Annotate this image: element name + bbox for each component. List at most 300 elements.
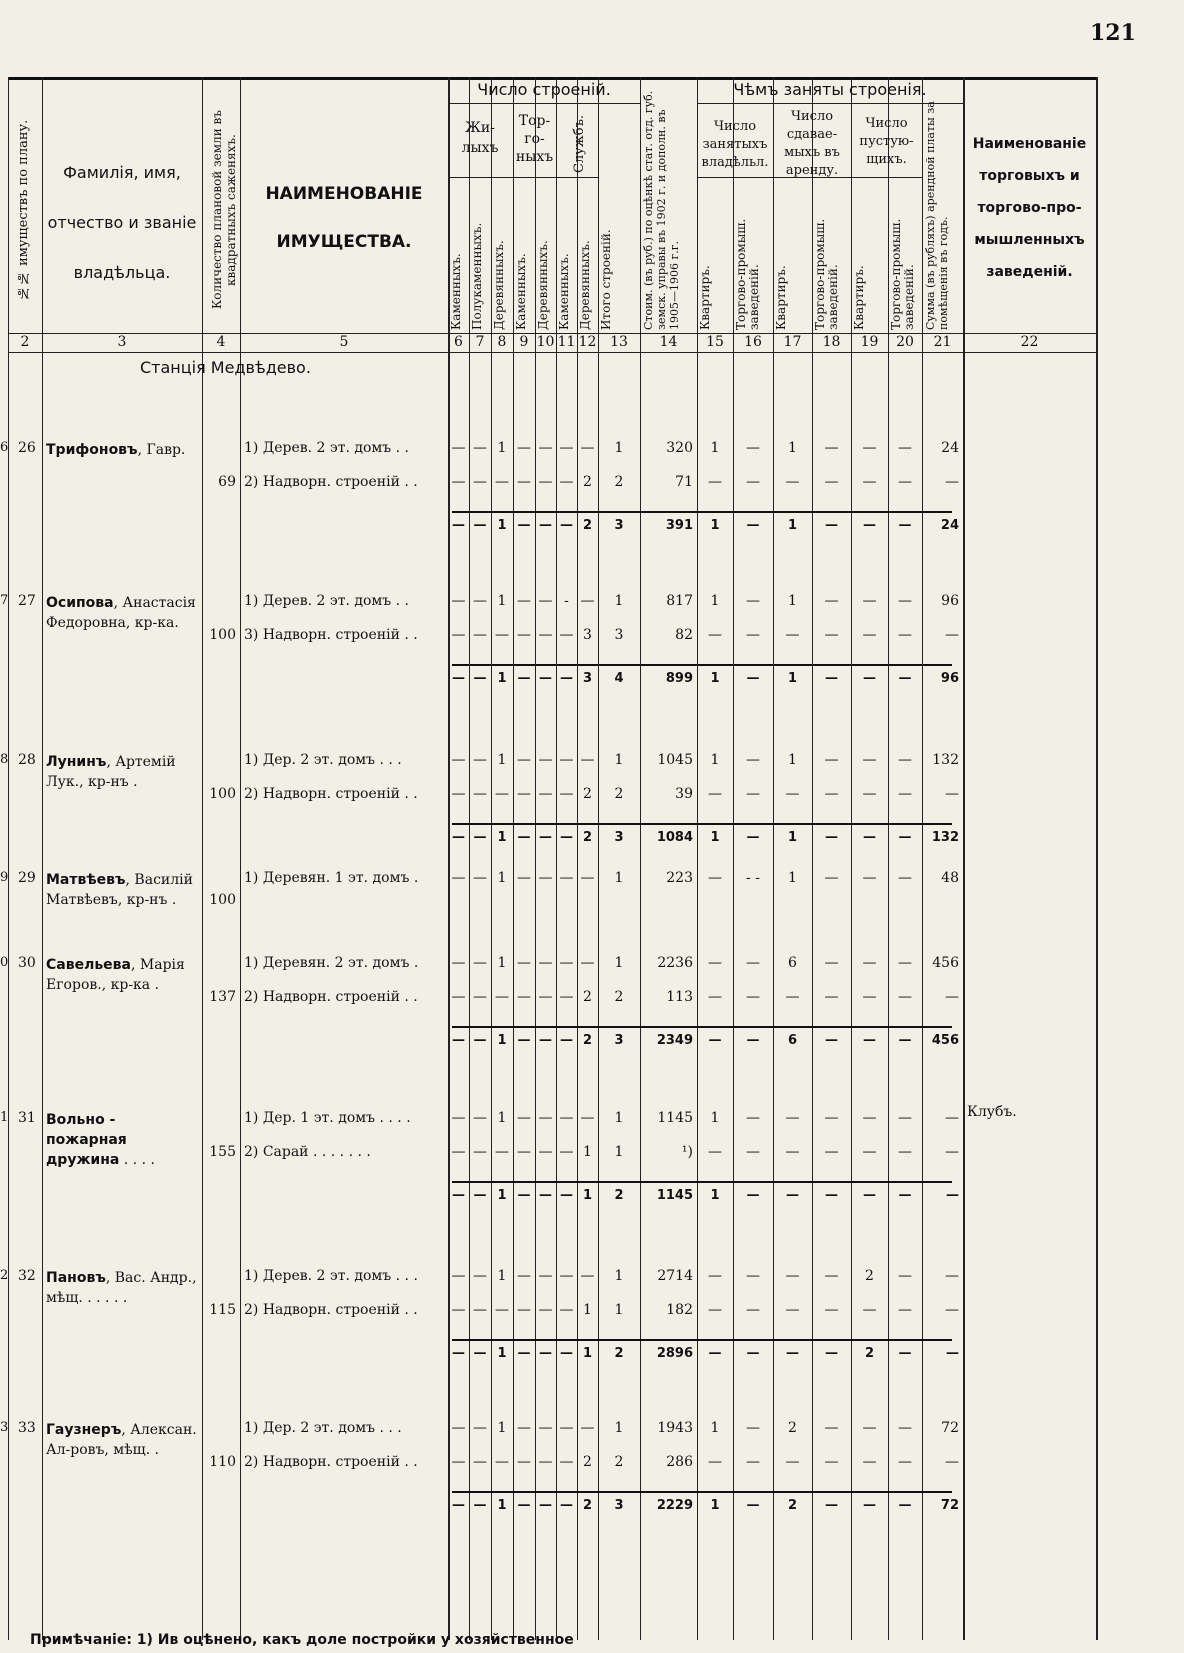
column-heading-col18: Торгово-промыш. заведеній. xyxy=(813,218,840,330)
value-cell: — xyxy=(862,1454,877,1470)
total-cell: — xyxy=(863,830,876,845)
value-cell: 1 xyxy=(497,955,507,971)
entry-plan-number: 32 xyxy=(18,1268,36,1284)
col-owner-heading: Фамилія, имя, отчество и званіе владѣльца. xyxy=(47,163,197,282)
column-number: 16 xyxy=(744,334,762,350)
value-cell: — xyxy=(898,1302,912,1318)
value-cell: — xyxy=(559,1268,574,1284)
value-cell: 1 xyxy=(710,1110,720,1126)
value-cell: — xyxy=(517,1110,531,1126)
value-cell: — xyxy=(559,1144,574,1160)
value-cell: — xyxy=(517,1420,531,1436)
value-cell: — xyxy=(746,1302,760,1318)
total-cell: 3 xyxy=(614,830,624,845)
value-cell: — xyxy=(708,1454,722,1470)
value-cell: — xyxy=(945,1302,959,1318)
total-cell: — xyxy=(825,830,838,845)
value-cell: 1943 xyxy=(657,1420,693,1436)
value-cell: 72 xyxy=(941,1420,959,1436)
value-cell: — xyxy=(473,627,487,643)
total-cell: 1 xyxy=(710,671,720,686)
entry-land-area: 100 xyxy=(209,892,236,908)
value-cell: — xyxy=(945,627,959,643)
entry-plan-number: 28 xyxy=(18,752,36,768)
column-rule xyxy=(8,77,9,1640)
value-cell: — xyxy=(495,989,509,1005)
col-property-heading: НАИМЕНОВАНІЕ ИМУЩЕСТВА. xyxy=(265,184,423,252)
column-heading-col14: Стоим. (въ руб.) по оцѣнкѣ стат. отд. губ. земск. управы въ 1902 г. и дополн. въ 1905—1906 г.г. xyxy=(642,90,681,330)
total-cell: — xyxy=(825,1498,838,1513)
value-cell: 1 xyxy=(614,593,624,609)
column-heading-col6: Каменныхъ. xyxy=(449,253,463,330)
property-name: 3) Надворн. строеній . . xyxy=(244,627,418,643)
trade-name: Клубъ. xyxy=(967,1104,1017,1120)
entry-owner xyxy=(46,1110,200,1170)
total-rule xyxy=(452,823,952,825)
value-cell: — xyxy=(580,1420,595,1436)
total-cell: — xyxy=(473,1498,487,1513)
value-cell: — xyxy=(785,989,800,1005)
value-cell: — xyxy=(945,786,959,802)
col-trade-names-heading: Наименованіе торговыхъ и торгово-про- мышленныхъ заведеній. xyxy=(972,136,1087,280)
column-number: 13 xyxy=(610,334,628,350)
entry-left-index: 8 xyxy=(0,752,9,767)
total-cell: — xyxy=(746,1346,760,1361)
total-cell: 2 xyxy=(864,1346,875,1361)
value-cell: — xyxy=(559,440,574,456)
column-rule xyxy=(922,77,923,1640)
value-cell: — xyxy=(559,786,574,802)
value-cell: 182 xyxy=(666,1302,693,1318)
value-cell: — xyxy=(495,627,509,643)
value-cell: — xyxy=(708,870,722,886)
value-cell: — xyxy=(824,870,839,886)
value-cell: - - xyxy=(746,870,760,886)
value-cell: 1 xyxy=(788,593,797,609)
column-number: 17 xyxy=(783,334,802,350)
value-cell: — xyxy=(746,786,760,802)
page-number: 121 xyxy=(1090,20,1136,46)
value-cell: — xyxy=(495,1302,509,1318)
owner-surname: Вольно - пожарная дружина xyxy=(46,1112,127,1168)
value-cell: 1 xyxy=(583,1144,592,1160)
total-cell: — xyxy=(452,1033,465,1048)
value-cell: — xyxy=(517,1268,531,1284)
property-name: 2) Надворн. строеній . . xyxy=(244,1454,418,1470)
total-cell: — xyxy=(946,1346,959,1361)
value-cell: — xyxy=(580,752,595,768)
total-cell: — xyxy=(452,1346,465,1361)
total-cell: 24 xyxy=(940,518,959,533)
value-cell: — xyxy=(945,1144,959,1160)
total-cell: 4 xyxy=(614,671,624,686)
total-cell: — xyxy=(539,671,552,686)
value-cell: 286 xyxy=(666,1454,693,1470)
value-cell: 1 xyxy=(497,1268,507,1284)
value-cell: 1 xyxy=(710,593,720,609)
value-cell: — xyxy=(708,1144,722,1160)
total-rule xyxy=(452,664,952,666)
value-cell: 320 xyxy=(666,440,693,456)
value-cell: — xyxy=(898,1110,912,1126)
value-cell: — xyxy=(538,593,553,609)
value-cell: 1 xyxy=(788,870,797,886)
total-cell: 899 xyxy=(665,671,693,686)
entry-left-index: 6 xyxy=(0,440,9,455)
value-cell: — xyxy=(538,1454,553,1470)
total-cell: — xyxy=(560,1346,573,1361)
value-cell: 1 xyxy=(614,1144,624,1160)
entry-land-area: 110 xyxy=(209,1454,236,1470)
property-name: 2) Надворн. строеній . . xyxy=(244,786,418,802)
value-cell: — xyxy=(580,870,595,886)
total-cell: — xyxy=(898,1498,912,1513)
total-cell: — xyxy=(863,1498,876,1513)
value-cell: — xyxy=(559,1454,574,1470)
value-cell: — xyxy=(473,440,487,456)
total-cell: — xyxy=(898,1346,912,1361)
value-cell: 24 xyxy=(941,440,959,456)
entry-left-index: 1 xyxy=(0,1110,9,1125)
entry-left-index: 7 xyxy=(0,593,9,608)
sub-owner-heading: Число занятыхъ владѣльл. xyxy=(701,119,769,170)
value-cell: — xyxy=(898,989,912,1005)
entry-plan-number: 30 xyxy=(18,955,36,971)
entry-owner xyxy=(46,440,200,460)
column-number: 19 xyxy=(860,334,879,350)
total-cell: 6 xyxy=(787,1033,798,1048)
value-cell: — xyxy=(451,1110,466,1126)
total-cell: 2 xyxy=(787,1498,798,1513)
total-cell: — xyxy=(898,1033,912,1048)
value-cell: 1 xyxy=(614,1302,624,1318)
value-cell: — xyxy=(824,440,839,456)
value-cell: — xyxy=(746,593,760,609)
column-heading-col7: Полукаменныхъ. xyxy=(470,222,484,330)
total-rule xyxy=(452,1491,952,1493)
column-number: 2 xyxy=(20,334,30,350)
total-cell: 2 xyxy=(582,830,593,845)
entry-owner xyxy=(46,752,200,792)
value-cell: — xyxy=(824,786,839,802)
value-cell: — xyxy=(473,870,487,886)
value-cell: 1045 xyxy=(657,752,693,768)
value-cell: — xyxy=(451,474,466,490)
column-rule xyxy=(202,77,203,1640)
group-occupied-heading: Чѣмъ заняты строенія. xyxy=(733,80,927,99)
entry-plan-number: 31 xyxy=(18,1110,36,1126)
value-cell: — xyxy=(824,627,839,643)
group-rule xyxy=(448,103,640,104)
value-cell: — xyxy=(824,955,839,971)
value-cell: — xyxy=(862,955,877,971)
value-cell: — xyxy=(473,1268,487,1284)
value-cell: 1 xyxy=(788,752,797,768)
value-cell: — xyxy=(746,1110,760,1126)
column-number: 3 xyxy=(117,334,127,350)
total-cell: 1 xyxy=(582,1346,593,1361)
value-cell: 1 xyxy=(497,752,507,768)
value-cell: — xyxy=(824,1454,839,1470)
value-cell: — xyxy=(862,1420,877,1436)
value-cell: — xyxy=(785,1454,800,1470)
value-cell: — xyxy=(746,1454,760,1470)
value-cell: — xyxy=(559,627,574,643)
value-cell: — xyxy=(473,1302,487,1318)
total-cell: — xyxy=(708,1346,722,1361)
total-cell: — xyxy=(863,1033,876,1048)
value-cell: — xyxy=(451,1420,466,1436)
total-cell: — xyxy=(539,1188,552,1203)
value-cell: — xyxy=(473,955,487,971)
column-number: 9 xyxy=(519,334,529,350)
value-cell: — xyxy=(862,1302,877,1318)
total-cell: 1145 xyxy=(656,1188,693,1203)
property-name: 1) Дерев. 2 эт. домъ . . xyxy=(244,440,410,456)
total-cell: — xyxy=(452,830,465,845)
value-cell: — xyxy=(746,1144,760,1160)
total-cell: 2896 xyxy=(656,1346,693,1361)
value-cell: — xyxy=(451,870,466,886)
column-heading-col12: Деревянныхъ. xyxy=(578,240,592,330)
total-cell: — xyxy=(517,830,531,845)
total-cell: — xyxy=(473,1346,487,1361)
value-cell: — xyxy=(538,752,553,768)
value-cell: — xyxy=(708,1268,722,1284)
value-cell: 1 xyxy=(614,1420,624,1436)
entry-owner xyxy=(46,1420,200,1460)
value-cell: 3 xyxy=(583,627,592,643)
column-rule xyxy=(963,77,965,1640)
value-cell: — xyxy=(945,1110,959,1126)
sub-living-heading: Жи- лыхъ xyxy=(461,120,499,156)
total-cell: 391 xyxy=(665,518,693,533)
total-cell: 1 xyxy=(497,671,507,686)
value-cell: 1 xyxy=(497,440,507,456)
total-cell: 1 xyxy=(710,518,720,533)
value-cell: 1 xyxy=(614,955,624,971)
total-cell: — xyxy=(560,518,573,533)
entry-owner xyxy=(46,1268,200,1308)
total-cell: 1 xyxy=(497,1033,507,1048)
property-name: 2) Надворн. строеній . . xyxy=(244,989,418,1005)
value-cell: 113 xyxy=(666,989,693,1005)
column-heading-col15: Квартиръ. xyxy=(698,265,712,330)
value-cell: — xyxy=(862,1110,877,1126)
value-cell: — xyxy=(862,627,877,643)
value-cell: — xyxy=(824,752,839,768)
total-cell: — xyxy=(452,1498,465,1513)
entry-owner xyxy=(46,955,200,995)
column-heading-col11: Каменныхъ. xyxy=(557,253,571,330)
total-cell: 2349 xyxy=(656,1033,693,1048)
total-cell: 3 xyxy=(614,1033,624,1048)
total-cell: — xyxy=(946,1188,959,1203)
sub-empty-heading: Число пустую- щихъ. xyxy=(859,116,914,167)
total-cell: — xyxy=(517,671,531,686)
value-cell: — xyxy=(862,870,877,886)
entry-land-area: 115 xyxy=(209,1302,236,1318)
value-cell: — xyxy=(559,474,574,490)
value-cell: — xyxy=(746,627,760,643)
value-cell: — xyxy=(559,1420,574,1436)
value-cell: — xyxy=(746,989,760,1005)
total-cell: — xyxy=(539,1033,552,1048)
column-heading-col17: Квартиръ. xyxy=(774,265,788,330)
value-cell: 3 xyxy=(614,627,624,643)
value-cell: 1 xyxy=(710,752,720,768)
total-rule xyxy=(452,1026,952,1028)
sub-trade-heading: Тор- го- ныхъ xyxy=(515,113,554,165)
total-cell: 1 xyxy=(710,1498,720,1513)
value-cell: 1 xyxy=(710,440,720,456)
value-cell: — xyxy=(785,1110,800,1126)
column-heading-col16: Торгово-промыш. заведеній. xyxy=(734,218,761,330)
column-number: 5 xyxy=(339,334,349,350)
total-cell: — xyxy=(539,518,552,533)
value-cell: - xyxy=(564,593,569,609)
value-cell: 2 xyxy=(788,1420,797,1436)
value-cell: — xyxy=(824,1420,839,1436)
total-cell: — xyxy=(786,1346,799,1361)
value-cell: ¹) xyxy=(681,1144,693,1160)
column-rule xyxy=(240,77,241,1640)
property-name: 1) Дер. 1 эт. домъ . . . . xyxy=(244,1110,411,1126)
value-cell: — xyxy=(538,786,553,802)
owner-details: , Вас. Андр., мѣщ. . . . . . xyxy=(46,1270,197,1306)
value-cell: — xyxy=(746,752,760,768)
value-cell: — xyxy=(785,474,800,490)
total-cell: — xyxy=(898,830,912,845)
total-cell: 456 xyxy=(931,1033,959,1048)
value-cell: — xyxy=(746,955,760,971)
entry-owner xyxy=(46,870,200,910)
total-cell: — xyxy=(746,671,760,686)
owner-surname: Трифоновъ xyxy=(46,442,138,458)
value-cell: — xyxy=(451,1302,466,1318)
value-cell: 1145 xyxy=(657,1110,693,1126)
value-cell: — xyxy=(708,474,722,490)
total-cell: — xyxy=(473,1188,487,1203)
value-cell: — xyxy=(785,1268,800,1284)
entry-land-area: 69 xyxy=(218,474,236,490)
total-cell: — xyxy=(863,518,876,533)
value-cell: 71 xyxy=(675,474,693,490)
value-cell: 2 xyxy=(865,1268,874,1284)
value-cell: — xyxy=(538,955,553,971)
value-cell: — xyxy=(495,1454,509,1470)
total-cell: 1 xyxy=(787,830,798,845)
owner-details: . . . . xyxy=(119,1152,155,1168)
value-cell: — xyxy=(898,1144,912,1160)
column-number: 14 xyxy=(659,334,678,350)
total-cell: 132 xyxy=(931,830,959,845)
value-cell: — xyxy=(824,1302,839,1318)
col-land-heading: Количество плановой земли въ квадратныхъ саженяхъ. xyxy=(210,110,238,310)
owner-surname: Матвѣевъ xyxy=(46,872,126,888)
value-cell: — xyxy=(708,1302,722,1318)
value-cell: 2 xyxy=(614,474,624,490)
property-name: 1) Деревян. 2 эт. домъ . xyxy=(244,955,419,971)
total-cell: — xyxy=(517,1346,531,1361)
value-cell: — xyxy=(898,870,912,886)
entry-land-area: 100 xyxy=(209,786,236,802)
value-cell: — xyxy=(451,1268,466,1284)
value-cell: — xyxy=(517,1144,531,1160)
owner-details: , Василій Матвѣевъ, кр-нъ . xyxy=(46,872,193,908)
entry-left-index: 9 xyxy=(0,870,9,885)
value-cell: — xyxy=(451,1454,466,1470)
owner-surname: Осипова xyxy=(46,595,114,611)
total-cell: 2 xyxy=(614,1188,624,1203)
value-cell: — xyxy=(559,752,574,768)
value-cell: — xyxy=(473,593,487,609)
value-cell: 2 xyxy=(583,989,592,1005)
value-cell: 2 xyxy=(614,786,624,802)
column-rule xyxy=(42,77,43,1640)
value-cell: — xyxy=(898,786,912,802)
value-cell: — xyxy=(580,440,595,456)
value-cell: — xyxy=(473,752,487,768)
station-title: Станція Медвѣдево. xyxy=(140,358,311,377)
value-cell: — xyxy=(517,627,531,643)
value-cell: — xyxy=(559,989,574,1005)
value-cell: — xyxy=(708,786,722,802)
value-cell: — xyxy=(538,1144,553,1160)
column-number: 20 xyxy=(896,334,914,350)
value-cell: — xyxy=(517,989,531,1005)
value-cell: 96 xyxy=(941,593,959,609)
value-cell: — xyxy=(473,989,487,1005)
value-cell: — xyxy=(473,1144,487,1160)
value-cell: — xyxy=(862,989,877,1005)
total-cell: 3 xyxy=(614,518,624,533)
total-cell: — xyxy=(746,830,760,845)
column-number: 21 xyxy=(933,334,952,350)
total-cell: — xyxy=(452,671,465,686)
value-cell: — xyxy=(451,989,466,1005)
column-heading-col19: Квартиръ. xyxy=(852,265,866,330)
value-cell: — xyxy=(945,989,959,1005)
value-cell: — xyxy=(538,1268,553,1284)
value-cell: 817 xyxy=(666,593,693,609)
value-cell: — xyxy=(473,1420,487,1436)
value-cell: — xyxy=(451,627,466,643)
value-cell: — xyxy=(824,1144,839,1160)
value-cell: — xyxy=(580,1268,595,1284)
value-cell: — xyxy=(898,1420,912,1436)
value-cell: — xyxy=(898,1268,912,1284)
total-cell: 1 xyxy=(497,1498,507,1513)
colnum-bottom-rule xyxy=(8,352,1096,353)
total-cell: — xyxy=(517,1498,531,1513)
value-cell: — xyxy=(824,1268,839,1284)
value-cell: — xyxy=(945,1268,959,1284)
total-cell: — xyxy=(539,1498,552,1513)
total-cell: — xyxy=(898,518,912,533)
value-cell: — xyxy=(473,786,487,802)
total-cell: — xyxy=(825,1033,838,1048)
value-cell: — xyxy=(862,440,877,456)
total-cell: 1 xyxy=(582,1188,593,1203)
value-cell: — xyxy=(517,1302,531,1318)
value-cell: 1 xyxy=(497,1420,507,1436)
total-cell: — xyxy=(863,671,876,686)
value-cell: — xyxy=(538,440,553,456)
value-cell: 2236 xyxy=(657,955,693,971)
total-cell: — xyxy=(825,671,838,686)
total-cell: 2 xyxy=(582,1033,593,1048)
